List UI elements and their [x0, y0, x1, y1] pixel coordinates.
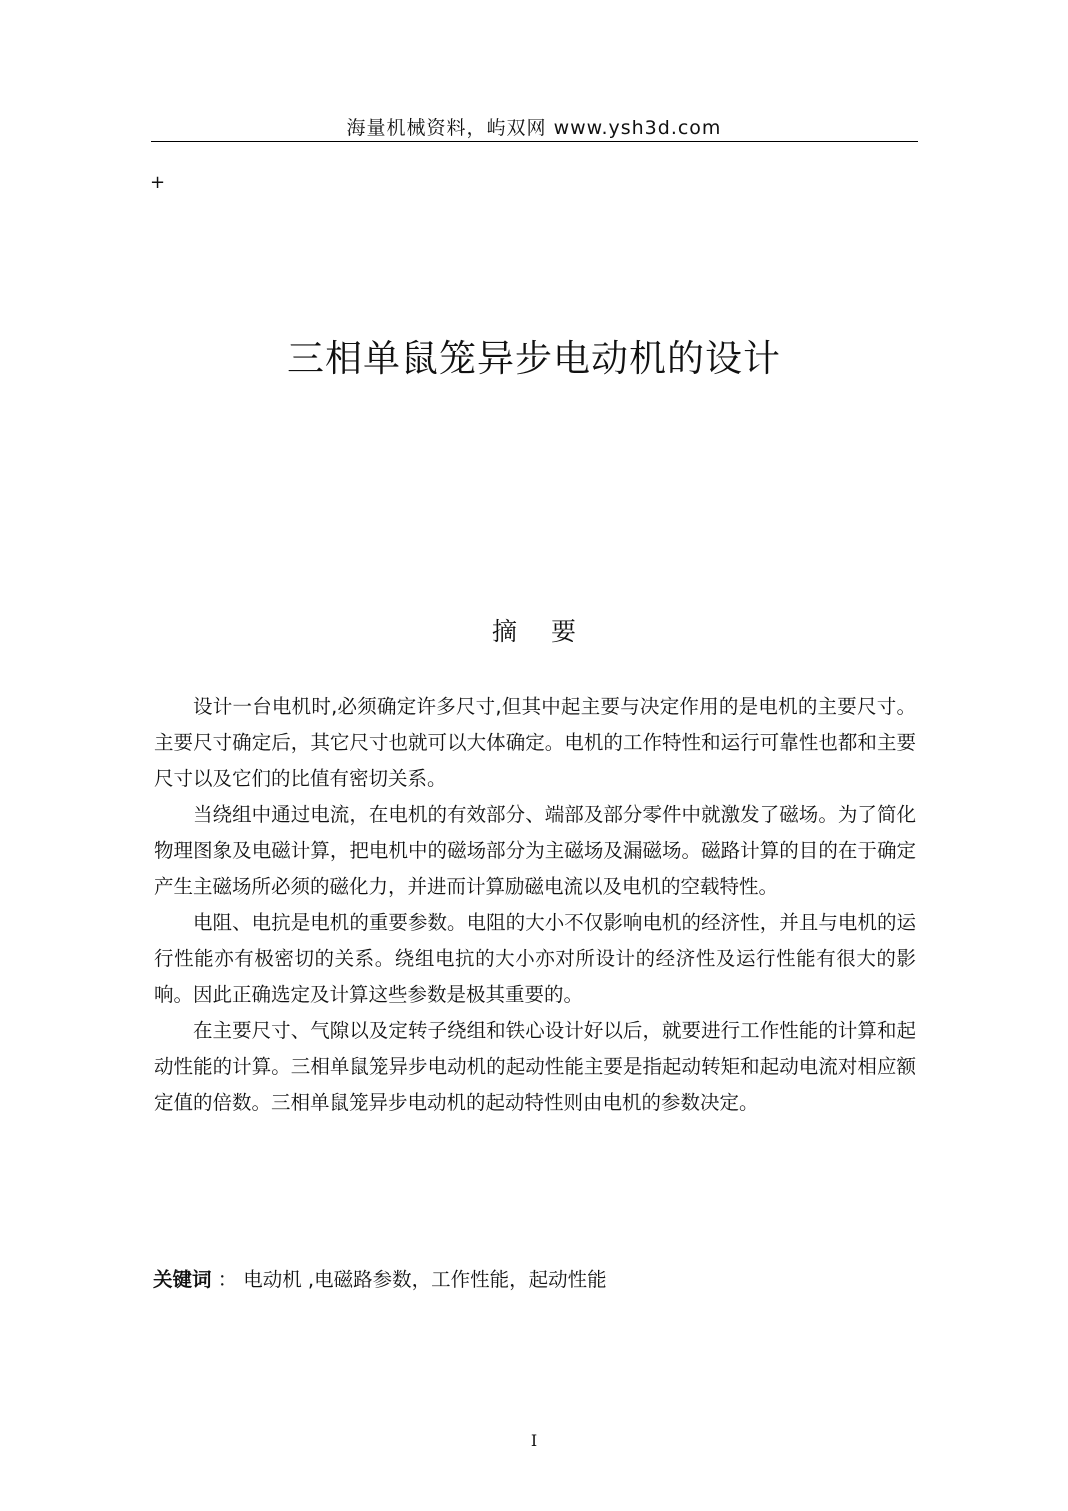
- abstract-paragraph: 电阻、电抗是电机的重要参数。电阻的大小不仅影响电机的经济性，并且与电机的运行性能亦有极密切的关系。绕组电抗的大小亦对所设计的经济性及运行性能有很大的影响。因此正确选定及计算这些参数是极其重要的。: [154, 911, 916, 1006]
- abstract-paragraph: 设计一台电机时,必须确定许多尺寸,但其中起主要与决定作用的是电机的主要尺寸。主要尺寸确定后，其它尺寸也就可以大体确定。电机的工作特性和运行可靠性也都和主要尺寸以及它们的比值有密切关系。: [154, 695, 916, 790]
- plus-marker: +: [150, 172, 166, 193]
- abstract-heading: [0, 612, 1068, 648]
- abstract-heading-char-1: 摘: [491, 617, 517, 646]
- abstract-paragraph: 当绕组中通过电流，在电机的有效部分、端部及部分零件中就激发了磁场。为了简化物理图象及电磁计算，把电机中的磁场部分为主磁场及漏磁场。磁路计算的目的在于确定产生主磁场所必须的磁化力，并进而计算励磁电流以及电机的空载特性。: [154, 803, 916, 898]
- abstract-paragraph: 在主要尺寸、气隙以及定转子绕组和铁心设计好以后，就要进行工作性能的计算和起动性能的计算。三相单鼠笼异步电动机的起动性能主要是指起动转矩和起动电流对相应额定值的倍数。三相单鼠笼异步电动机的起动特性则由电机的参数决定。: [154, 1019, 916, 1114]
- page-header: 海量机械资料，屿双网 www.ysh3d.com: [346, 117, 722, 139]
- keywords-value: 电动机 ,电磁路参数，工作性能，起动性能: [243, 1268, 607, 1291]
- abstract-heading-char-2: 要: [551, 617, 577, 646]
- keywords-line: [153, 1265, 915, 1295]
- page-number: I: [530, 1431, 538, 1450]
- document-title: 三相单鼠笼异步电动机的设计: [287, 337, 781, 380]
- abstract-body: [154, 689, 916, 1121]
- keywords-label: 关键词: [153, 1268, 212, 1291]
- header-divider: [151, 141, 918, 142]
- keywords-separator: ：: [211, 1268, 238, 1291]
